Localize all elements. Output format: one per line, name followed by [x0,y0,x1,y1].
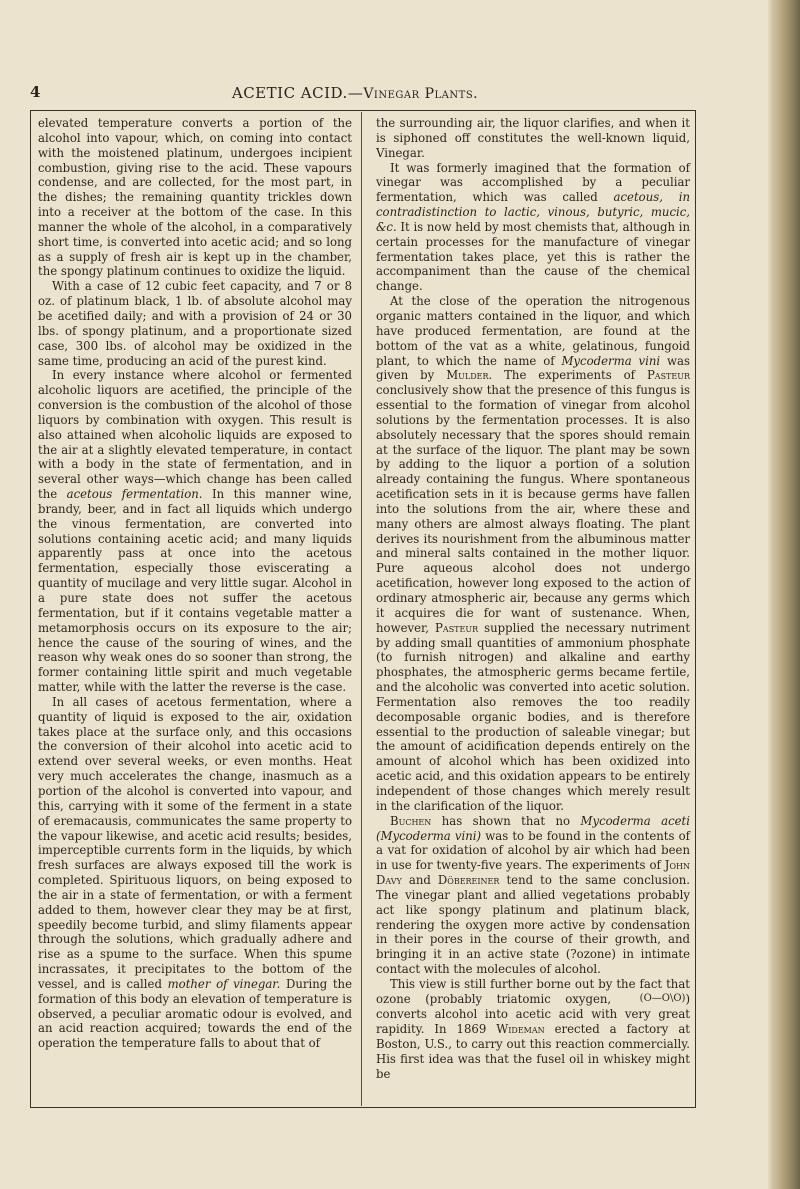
paragraph: the surrounding air, the liquor clarifies, and when it is siphoned off constitutes the well-known liquid, Vinegar. [376,116,690,160]
person-name: Buchen [390,813,432,828]
person-name: Pasteur [646,368,691,383]
italic-term: Mycoderma aceti [580,813,690,828]
paragraph-text: In every instance where alcohol or fermented alcoholic liquors are acetified, the principle of the conversion is the combustion of the alcohol of those liquors by combination with oxygen. This result is also attained when alcoholic liquids are exposed to the air at a slightly elevated temperature, in contact with a body in the state of fermentation, and in several other ways—which change has been called the [38,368,352,502]
paragraph [376,161,690,295]
paragraph-text: It is now held by most chemists that, although in certain processes for the manufacture of vinegar fermentation takes place, yet this is rather the accompaniment than the cause of the chemical change. [376,219,690,294]
page-number: 4 [30,83,41,101]
person-name: Wideman [496,1022,545,1037]
paragraph: With a case of 12 cubic feet capacity, and 7 or 8 oz. of platinum black, 1 lb. of absolute alcohol may be acetified daily; and with a provision of 24 or 30 lbs. of spongy platinum, and a proportionate sized case, 300 lbs. of alcohol may be oxidized in the same time, producing an acid of the purest kind. [38,279,352,368]
paragraph-text: This view is still further borne out by the fact that ozone (probably triatomic oxygen, [376,976,690,1006]
italic-term: acetous fermentation. [66,487,203,502]
italic-term: (Mycoderma vini) [376,828,482,843]
paragraph-text: and [408,873,431,888]
page-edge-shadow [774,0,800,1189]
paragraph-text: conclusively show that the presence of this fungus is essential to the formation of vinegar from alcohol solutions by the fermentation processes. It is also absolutely necessary that the spores should remain at the surface of the liquor. The plant may be sown by adding to the liquor a portion of a solution already containing the fungus. Where spontaneous acetification sets in it is because germs have fallen into the solutions from the air, where these and many others are almost always floating. The plant derives its nourishment from the albuminous matter and mineral salts contained in the mother liquor. Pure aqueous alcohol does not undergo acetification, however long exposed to the action of ordinary atmospheric air, because any germs which it acquires die for want of sustenance. When, however, [376,383,690,635]
ozone-formula: (O—O\O) [639,993,686,1005]
running-title-main: ACETIC ACID. [231,84,348,102]
running-header [30,83,680,107]
left-column [38,116,352,1051]
column-divider [361,112,362,1106]
person-name: John Davy [376,858,690,888]
paragraph [38,368,352,695]
paragraph: elevated temperature converts a portion of the alcohol into vapour, which, on coming into contact with the moistened platinum, undergoes incipient combustion, giving rise to the acid. These vapours condense, and are collected, for the most part, in the dishes; the remaining quantity trickles down into a receiver at the bottom of the case. In this manner the whole of the alcohol, in a comparatively short time, is converted into acetic acid; and so long as a supply of fresh air is kept up in the chamber, the spongy platinum continues to oxidize the liquid. [38,116,352,279]
paragraph [376,977,690,1081]
paragraph [376,814,690,977]
paragraph-text: In all cases of acetous fermentation, where a quantity of liquid is exposed to the air, oxidation takes place at the surface only, and this occasions the conversion of their alcohol into acetic acid to extend over several weeks, or even months. Heat very much accelerates the change, inasmuch as a portion of the alcohol is converted into vapour, and this, carrying with it some of the ferment in a state of eremacausis, communicates the same property to the vapour likewise, and acetic acid results; besides, imperceptible currents form in the liquids, by which fresh surfaces are always exposed till the work is completed. Spirituous liquors, on being exposed to the air in a state of fermentation, or with a ferment added to them, however clear they may be at first, speedily become turbid, and slimy filaments appear through the solutions, which gradually adhere and rise as a spume to the surface. When this spume incrassates, it precipitates to the bottom of the vessel, and is called [38,694,352,991]
person-name: Mulder. [446,368,493,383]
paragraph-text: was to be found in the contents of a vat for oxidation of alcohol by air which had been in use for twenty-five years. The experiments of [376,828,691,873]
paragraph-text: It was formerly imagined that the formation of vinegar was accomplished by a peculiar fermentation, which was called [376,160,690,205]
paragraph-text: tend to the same conclusion. The vinegar plant and allied vegetations probably act like spongy platinum and platinum black, rendering the oxygen more active by condensation in their pores in the course of their growth, and bringing it in an active state (?ozone) in intimate contact with the molecules of alcohol. [376,873,691,977]
paragraph-text: In this manner wine, brandy, beer, and in fact all liquids which undergo the vinous fermentation, are converted into solutions containing acetic acid; and many liquids apparently pass at once into the acetous fermentation, especially those eviscerating a quantity of mucilage and very little sugar. Alcohol in a pure state does not suffer the acetous fermentation, but if it contains vegetable matter a metamorphosis occurs on its exposure to the air; hence the cause of the souring of wines, and the reason why weak ones do so sooner than strong, the former containing little spirit and much vegetable matter, while with the latter the reverse is the case. [38,487,352,695]
paragraph [38,695,352,1051]
paragraph-text: has shown that no [441,813,571,828]
paragraph-text: ) converts alcohol into acetic acid with very great rapidity. In 1869 [376,991,691,1037]
paragraph-text: The experiments of [504,368,636,383]
running-title [30,84,680,102]
paragraph-text: erected a factory at Boston, U.S., to carry out this reaction commercially. His first idea was that the fusel oil in whiskey might be [376,1022,690,1081]
italic-term: Mycoderma vini [561,353,661,368]
paragraph [376,294,690,814]
running-title-separator: — [347,84,364,102]
paragraph-text: supplied the necessary nutriment by adding small quantities of ammonium phosphate (to furnish nitrogen) and alkaline and earthy phosphates, the atmospheric germs became fertile, and the alcoholic was converted into acetic solution. Fermentation also removes the too readily decomposable organic bodies, and is therefore essential to the production of saleable vinegar; but the amount of acidification depends entirely on the amount of alcohol which has been oxidized into acetic acid, and this oxidation appears to be entirely independent of those changes which merely result in the clarification of the liquor. [376,620,691,813]
paragraph-text: During the formation of this body an elevation of temperature is observed, a peculiar aromatic odour is evolved, and an acid reaction acquired; towards the end of the operation the temperature falls to about that of [38,976,353,1051]
running-title-sub: Vinegar Plants. [363,86,479,102]
paragraph-text: At the close of the operation the nitrogenous organic matters contained in the liquor, and which have produced fermentation, are found at the bottom of the vat as a white, gelatinous, fungoid plant, to which the name of [376,294,690,368]
italic-term: acetous, in contradistinction to lactic, vinous, butyric, mucic, &c. [376,190,690,234]
person-name: Pasteur [435,620,479,635]
person-name: Döbereiner [437,873,500,888]
paragraph-text: was given by [376,353,691,383]
italic-term: mother of vinegar. [167,976,281,991]
right-column [376,116,690,1081]
